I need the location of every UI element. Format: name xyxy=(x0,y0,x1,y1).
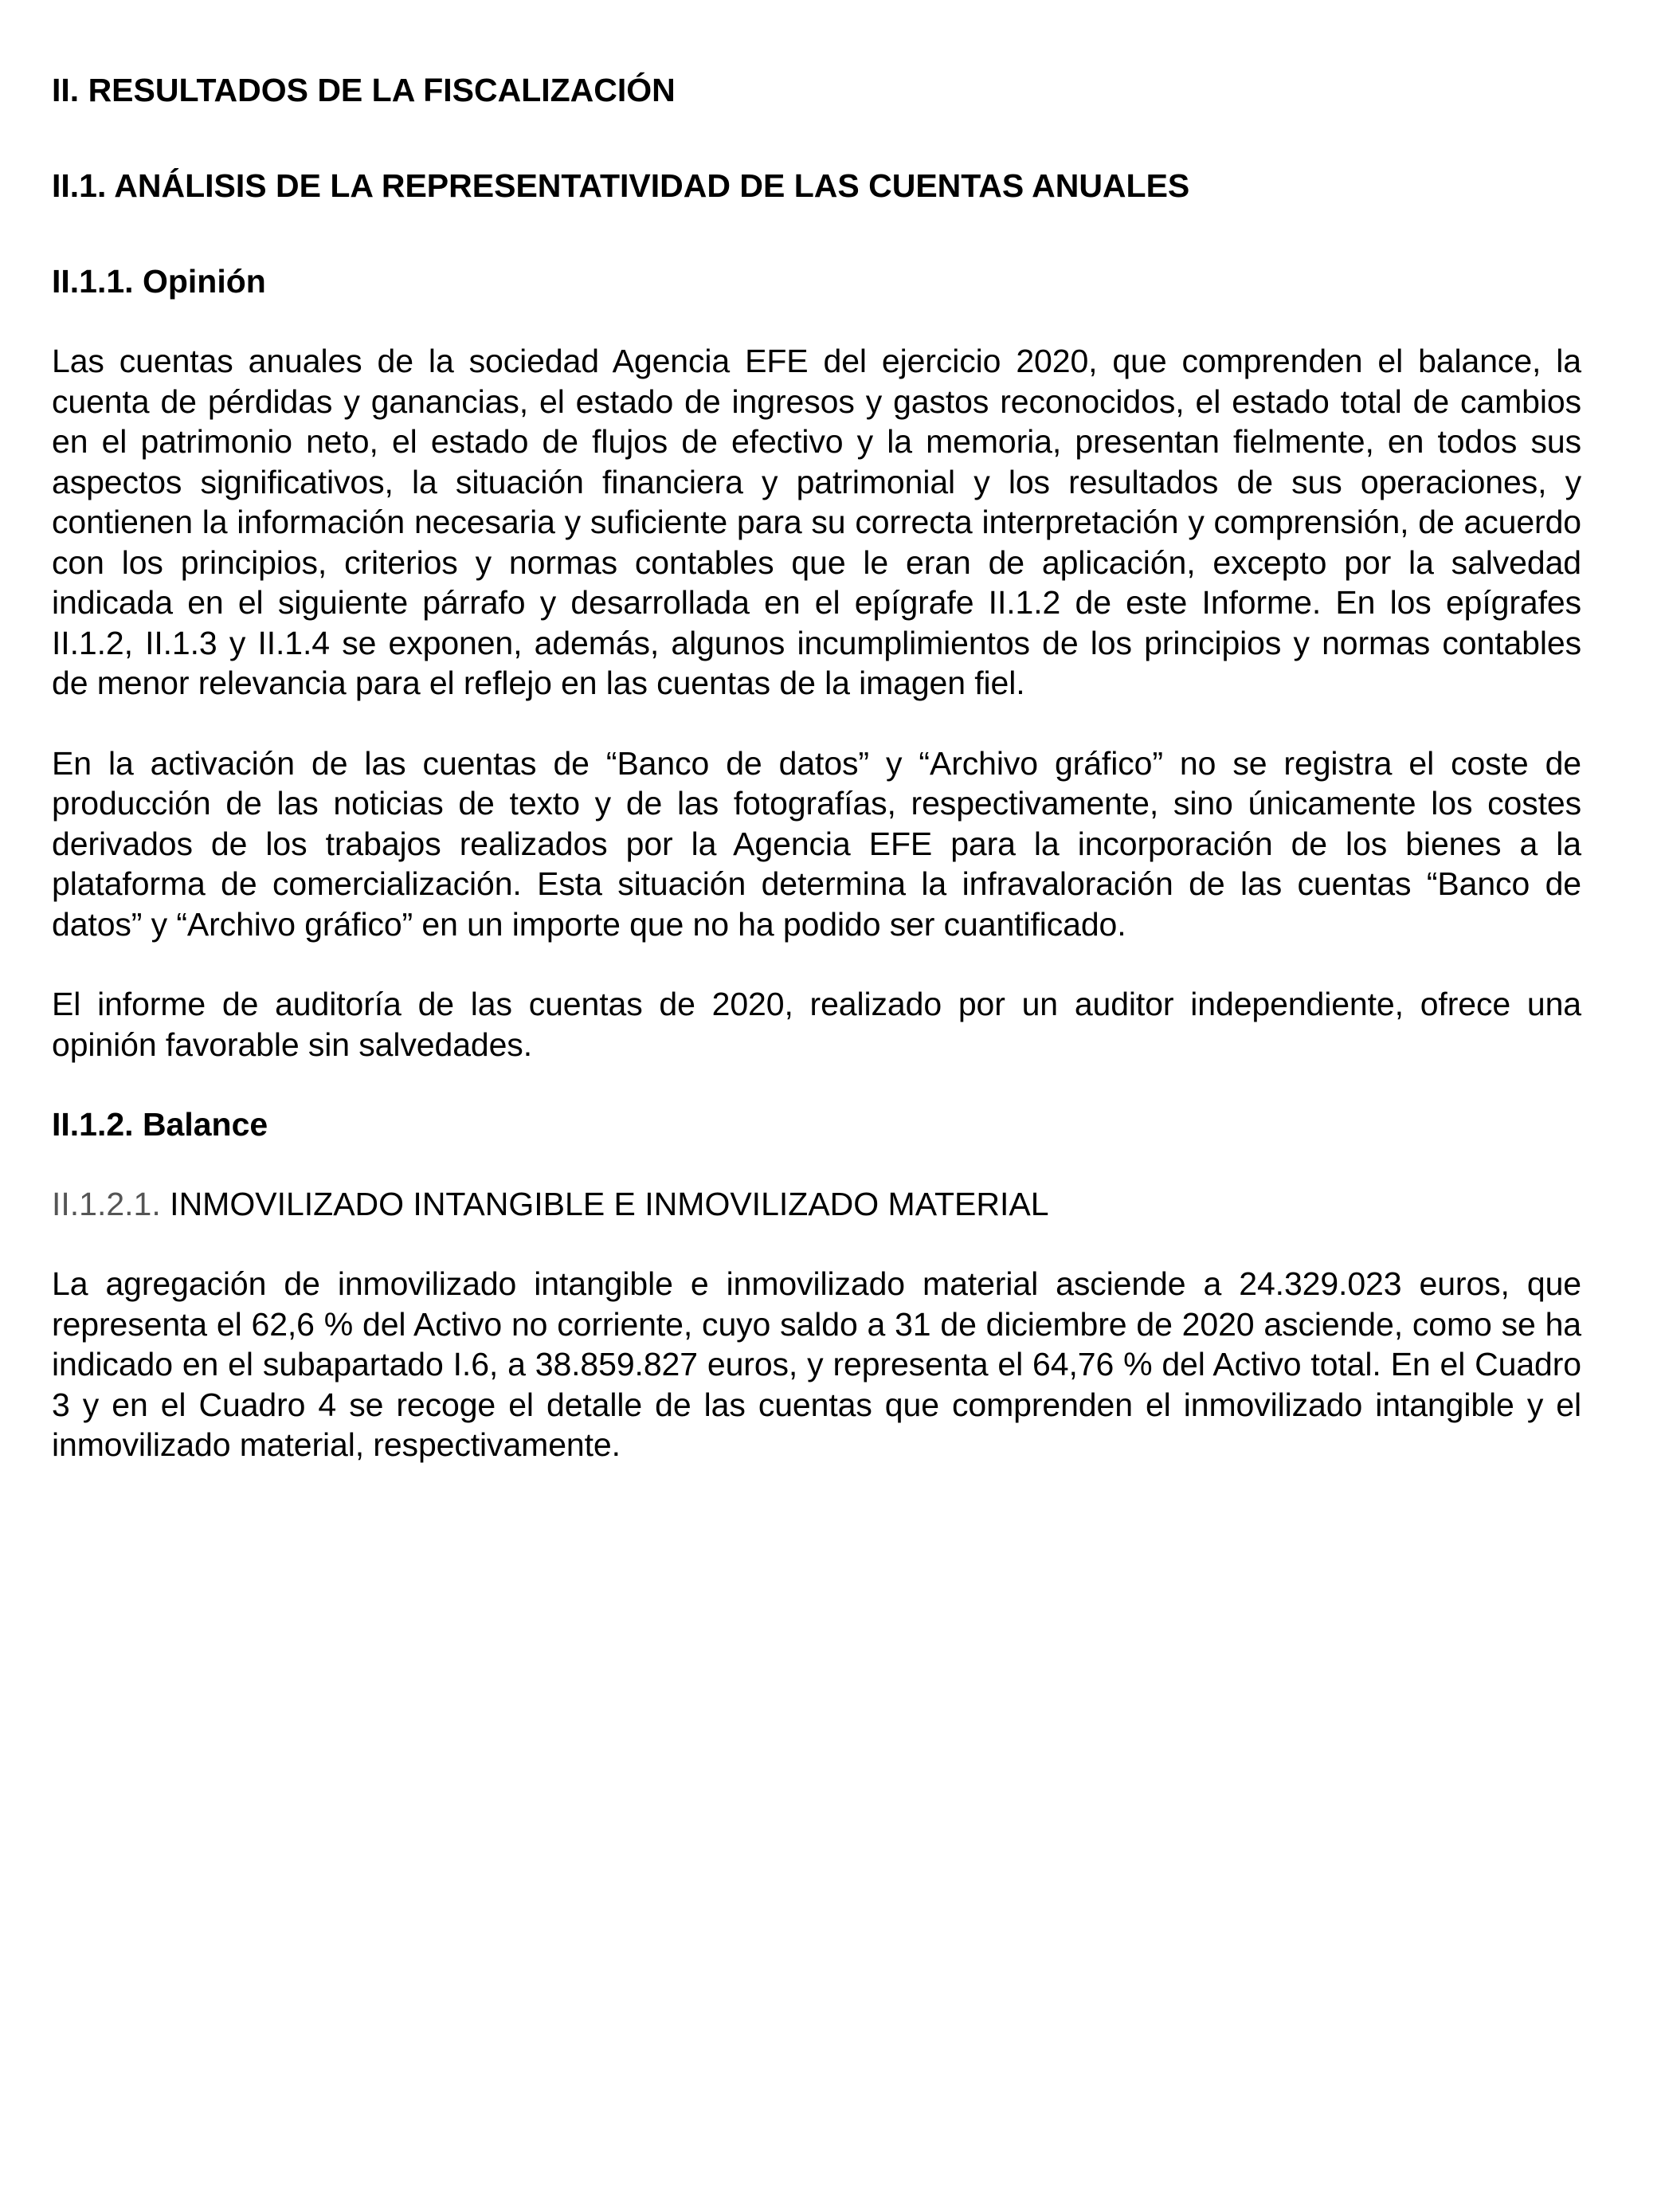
subsection-heading: II.1. ANÁLISIS DE LA REPRESENTATIVIDAD DE LAS CUENTAS ANUALES xyxy=(52,167,1190,204)
opinion-heading: II.1.1. Opinión xyxy=(52,263,266,300)
subheading-title: INMOVILIZADO INTANGIBLE E INMOVILIZADO MATERIAL xyxy=(170,1186,1049,1222)
section-heading: II. RESULTADOS DE LA FISCALIZACIÓN xyxy=(52,72,676,108)
balance-paragraph: La agregación de inmovilizado intangible e inmovilizado material asciende a 24.329.023 euros, que representa el 62,6 % del Activo no corriente, cuyo saldo a 31 de diciembre de 2020 asciende, como se ha indicado en el subapartado I.6, a 38.859.827 euros, y representa el 64,76 % del Activo total. En el Cuadro 3 y en el Cuadro 4 se recoge el detalle de las cuentas que comprenden el inmovilizado intangible y el inmovilizado material, respectivamente. xyxy=(52,1265,1581,1463)
subheading-inmovilizado xyxy=(52,1184,1581,1224)
subheading-number: II.1.2.1. xyxy=(52,1186,161,1222)
opinion-paragraph-1: Las cuentas anuales de la sociedad Agencia EFE del ejercicio 2020, que comprenden el balance, la cuenta de pérdidas y ganancias, el estado de ingresos y gastos reconocidos, el estado total de cambios en el patrimonio neto, el estado de flujos de efectivo y la memoria, presentan fielmente, en todos sus aspectos significativos, la situación financiera y patrimonial y los resultados de sus operaciones, y contienen la información necesaria y suficiente para su correcta interpretación y comprensión, de acuerdo con los principios, criterios y normas contables que le eran de aplicación, excepto por la salvedad indicada en el siguiente párrafo y desarrollada en el epígrafe II.1.2 de este Informe. En los epígrafes II.1.2, II.1.3 y II.1.4 se exponen, además, algunos incumplimientos de los principios y normas contables de menor relevancia para el reflejo en las cuentas de la imagen fiel. xyxy=(52,343,1581,701)
balance-heading: II.1.2. Balance xyxy=(52,1106,268,1143)
opinion-paragraph-2: En la activación de las cuentas de “Banco de datos” y “Archivo gráfico” no se registra el coste de producción de las noticias de texto y de las fotografías, respectivamente, sino únicamente los costes derivados de los trabajos realizados por la Agencia EFE para la incorporación de los bienes a la plataforma de comercialización. Esta situación determina la infravaloración de las cuentas “Banco de datos” y “Archivo gráfico” en un importe que no ha podido ser cuantificado. xyxy=(52,744,1581,943)
opinion-paragraph-3: El informe de auditoría de las cuentas de 2020, realizado por un auditor independiente, ofrece una opinión favorable sin salvedades. xyxy=(52,986,1581,1063)
document-body xyxy=(52,70,1581,1505)
